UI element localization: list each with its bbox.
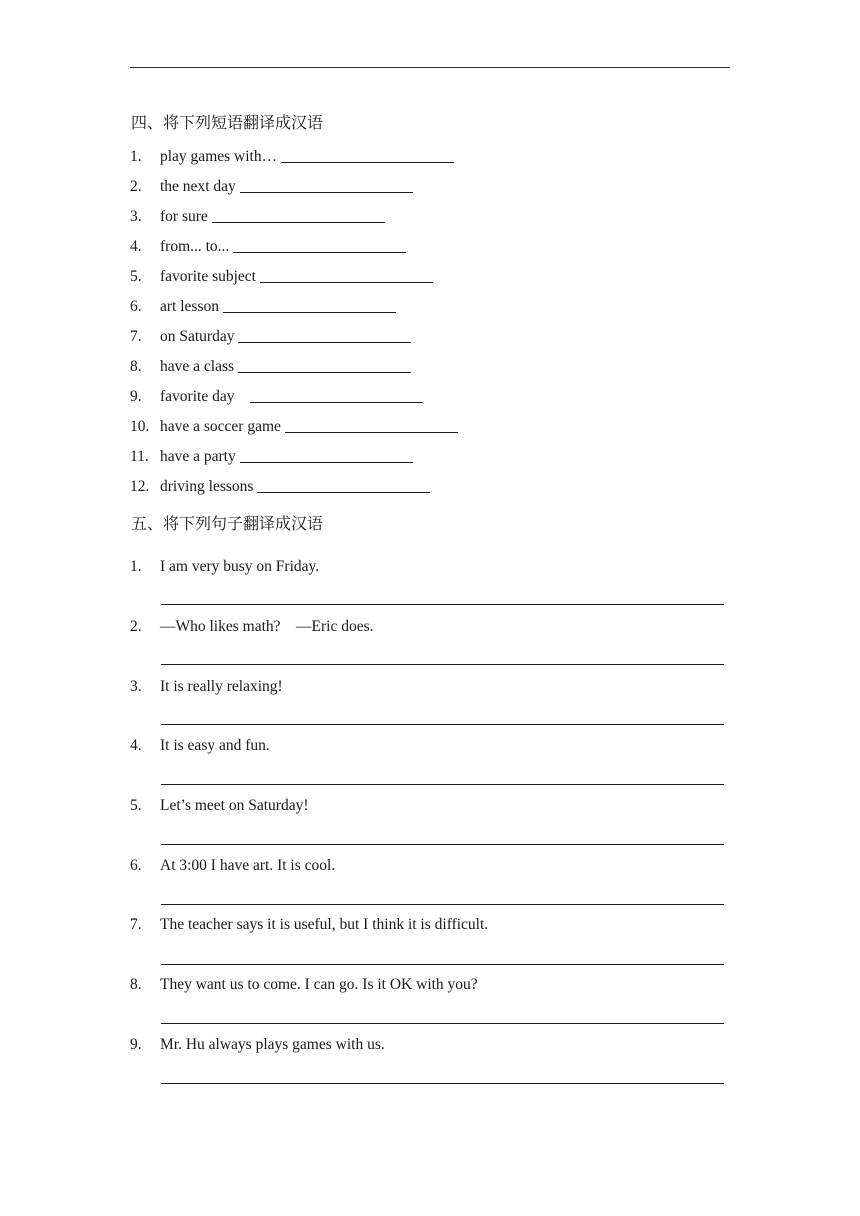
- answer-line[interactable]: [161, 784, 724, 785]
- phrase-number: 7.: [130, 328, 142, 345]
- answer-line[interactable]: [161, 904, 724, 905]
- phrase-item: [130, 417, 458, 437]
- answer-line[interactable]: [161, 964, 724, 965]
- sentence-item: [130, 975, 478, 995]
- phrase-text: on Saturday: [160, 328, 235, 345]
- sentence-number: 6.: [130, 857, 142, 874]
- phrase-text: have a party: [160, 448, 236, 465]
- answer-blank[interactable]: [238, 372, 411, 373]
- sentence-item: [130, 1035, 385, 1055]
- answer-blank[interactable]: [285, 432, 458, 433]
- phrase-number: 12.: [130, 478, 150, 495]
- sentence-number: 5.: [130, 797, 142, 814]
- phrase-number: 2.: [130, 178, 142, 195]
- sentence-text: Let’s meet on Saturday!: [160, 797, 309, 814]
- phrase-number: 9.: [130, 388, 142, 405]
- phrase-item: [130, 297, 396, 317]
- phrase-number: 11.: [130, 448, 149, 465]
- sentence-item: [130, 736, 270, 756]
- sentence-number: 9.: [130, 1036, 142, 1053]
- phrase-text: from... to...: [160, 238, 230, 255]
- phrase-number: 3.: [130, 208, 142, 225]
- header-rule: [130, 67, 730, 68]
- sentence-text: They want us to come. I can go. Is it OK with you?: [160, 976, 478, 993]
- phrase-item: [130, 447, 413, 467]
- phrase-text: have a class: [160, 358, 235, 375]
- answer-blank[interactable]: [233, 252, 406, 253]
- answer-blank[interactable]: [281, 162, 454, 163]
- answer-line[interactable]: [161, 844, 724, 845]
- sentence-number: 1.: [130, 558, 142, 575]
- sentence-text: I am very busy on Friday.: [160, 558, 320, 575]
- sentence-number: 7.: [130, 916, 142, 933]
- phrase-number: 10.: [130, 418, 150, 435]
- phrase-text: favorite subject: [160, 268, 256, 285]
- phrase-text: driving lessons: [160, 478, 254, 495]
- sentence-item: [130, 856, 335, 876]
- section-4-heading: 四、将下列短语翻译成汉语: [131, 115, 324, 132]
- phrase-item: [130, 207, 385, 227]
- phrase-number: 8.: [130, 358, 142, 375]
- phrase-text: the next day: [160, 178, 236, 195]
- sentence-number: 3.: [130, 678, 142, 695]
- phrase-item: [130, 327, 411, 347]
- phrase-item: [130, 477, 430, 497]
- sentence-item: [130, 677, 283, 697]
- phrase-item: [130, 237, 406, 257]
- answer-blank[interactable]: [260, 282, 433, 283]
- sentence-item: [130, 796, 309, 816]
- sentence-text: It is really relaxing!: [160, 678, 283, 695]
- sentence-item: [130, 617, 374, 637]
- phrase-item: [130, 357, 411, 377]
- phrase-number: 4.: [130, 238, 142, 255]
- answer-blank[interactable]: [238, 342, 411, 343]
- answer-blank[interactable]: [257, 492, 430, 493]
- phrase-text: have a soccer game: [160, 418, 281, 435]
- sentence-text: It is easy and fun.: [160, 737, 270, 754]
- phrase-item: [130, 387, 423, 407]
- answer-blank[interactable]: [240, 462, 413, 463]
- answer-blank[interactable]: [212, 222, 385, 223]
- answer-line[interactable]: [161, 1023, 724, 1024]
- section-5-heading: 五、将下列句子翻译成汉语: [131, 516, 324, 533]
- phrase-text: for sure: [160, 208, 208, 225]
- sentence-text: —Who likes math? —Eric does.: [160, 618, 374, 635]
- answer-line[interactable]: [161, 604, 724, 605]
- phrase-number: 5.: [130, 268, 142, 285]
- sentence-item: [130, 915, 488, 935]
- answer-blank[interactable]: [240, 192, 413, 193]
- phrase-number: 1.: [130, 148, 142, 165]
- phrase-item: [130, 147, 454, 167]
- answer-line[interactable]: [161, 1083, 724, 1084]
- answer-line[interactable]: [161, 664, 724, 665]
- sentence-text: Mr. Hu always plays games with us.: [160, 1036, 385, 1053]
- phrase-text: favorite day: [160, 388, 235, 405]
- phrase-item: [130, 267, 433, 287]
- phrase-number: 6.: [130, 298, 142, 315]
- sentence-number: 2.: [130, 618, 142, 635]
- sentence-number: 4.: [130, 737, 142, 754]
- phrase-text: art lesson: [160, 298, 219, 315]
- phrase-text: play games with…: [160, 148, 278, 165]
- sentence-text: The teacher says it is useful, but I think it is difficult.: [160, 916, 489, 933]
- answer-blank[interactable]: [223, 312, 396, 313]
- phrase-item: [130, 177, 413, 197]
- answer-blank[interactable]: [250, 402, 423, 403]
- sentence-item: [130, 557, 319, 577]
- sentence-text: At 3:00 I have art. It is cool.: [160, 857, 336, 874]
- answer-line[interactable]: [161, 724, 724, 725]
- sentence-number: 8.: [130, 976, 142, 993]
